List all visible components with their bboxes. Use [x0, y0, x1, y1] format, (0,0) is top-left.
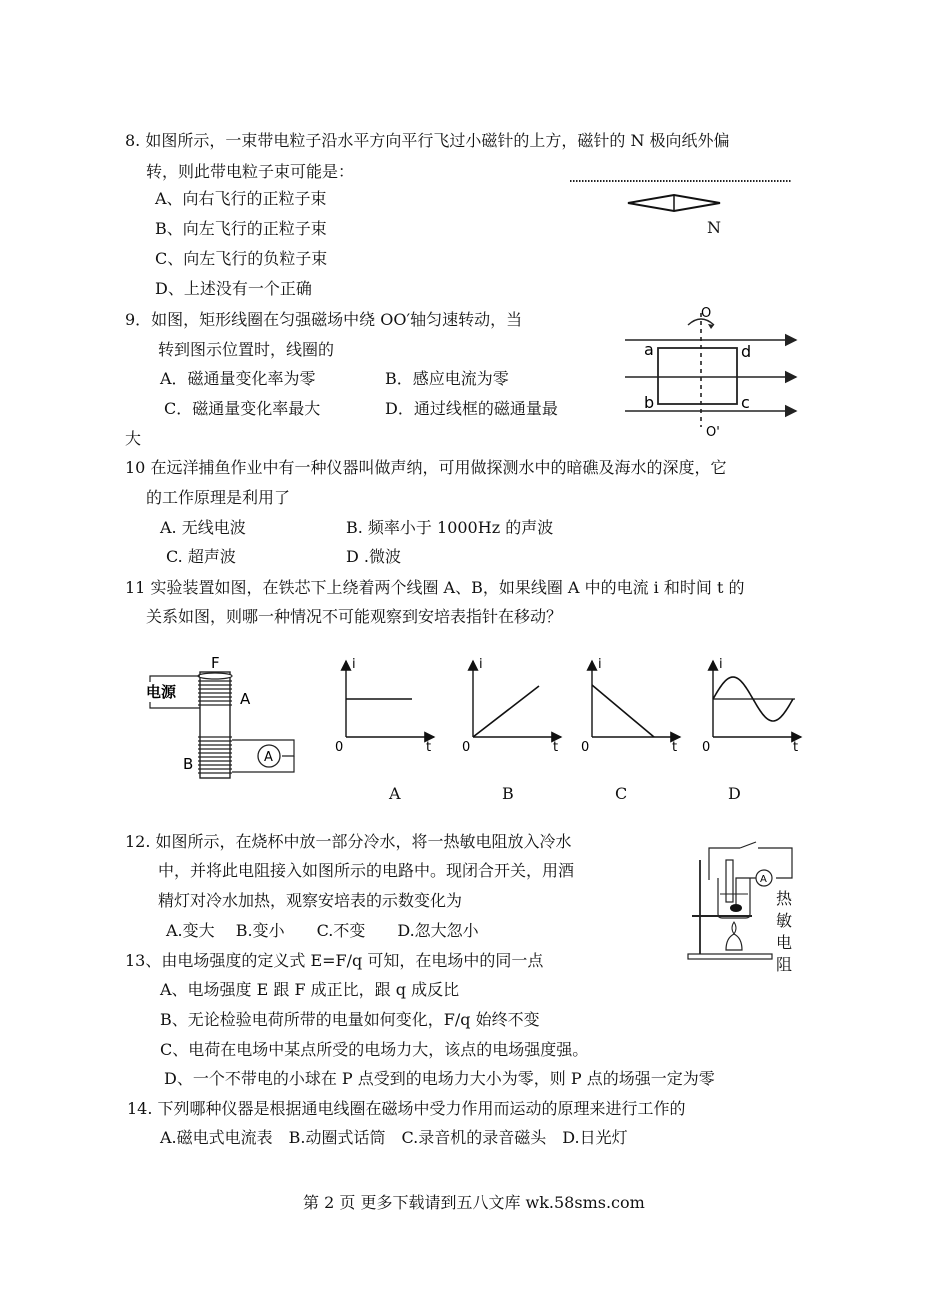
q11-label-f: F: [211, 654, 220, 672]
q11-stem-line2: 关系如图，则哪一种情况不可能观察到安培表指针在移动？: [146, 607, 563, 626]
q9-label-b: b: [644, 393, 655, 412]
q14-options: A.磁电式电流表 B.动圈式话筒 C.录音机的录音磁头 D.日光灯: [160, 1128, 628, 1147]
q13-option-d: D、一个不带电的小球在 P 点受到的电场力大小为零，则 P 点的场强一定为零: [164, 1069, 715, 1088]
q13-option-a: A、电场强度 E 跟 F 成正比，跟 q 成反比: [160, 980, 460, 999]
q10-option-d: D .微波: [346, 547, 402, 566]
q9-label-d: d: [741, 342, 752, 361]
q12-options: A.变大 B.变小 C.不变 D.忽大忽小: [166, 921, 479, 940]
q11-graph-d-x: t: [793, 740, 799, 755]
q11-graph-a: [335, 657, 434, 755]
q11-graph-b-origin: 0: [462, 740, 471, 755]
q9-coil-figure: [620, 305, 810, 440]
q12-label-4: 阻: [776, 955, 793, 974]
q9-option-d: D．通过线框的磁通量最: [385, 399, 558, 418]
q11-graph-c-x: t: [672, 740, 678, 755]
q8-compass-figure: [560, 170, 800, 250]
q11-graph-a-x: t: [426, 740, 432, 755]
q11-graph-a-y: i: [352, 657, 356, 672]
q11-graph-d-y: i: [719, 657, 723, 672]
q10-option-a: A. 无线电波: [160, 518, 246, 537]
q11-graph-b-y: i: [479, 657, 483, 672]
q11-option-c: C: [615, 784, 628, 803]
q11-label-a: A: [240, 690, 251, 708]
q11-graph-b-x: t: [553, 740, 559, 755]
q11-graph-d-origin: 0: [702, 740, 711, 755]
q11-graph-c-origin: 0: [581, 740, 590, 755]
q9-stem-line1: 9．如图，矩形线圈在匀强磁场中绕 OO′轴匀速转动，当: [125, 310, 523, 329]
q12-label-2: 敏: [776, 911, 793, 930]
q9-option-d-overflow: 大: [125, 429, 142, 448]
q9-stem-line2: 转到图示位置时，线圈的: [158, 340, 335, 359]
q11-apparatus-figure: [140, 652, 300, 782]
q11-option-d: D: [728, 784, 741, 803]
q11-graph-c-y: i: [598, 657, 602, 672]
q8-option-c: C、向左飞行的负粒子束: [155, 249, 328, 268]
q9-label-o-top: O: [701, 306, 712, 321]
q8-option-a: A、向右飞行的正粒子束: [155, 189, 327, 208]
q11-graphs: [330, 655, 820, 770]
q9-option-a: A．磁通量变化率为零: [160, 369, 316, 388]
q11-option-b: B: [502, 784, 514, 803]
q8-stem-line2: 转，则此带电粒子束可能是：: [146, 162, 355, 181]
q11-graph-b: [462, 657, 561, 755]
q12-label-3: 电: [776, 933, 793, 952]
q12-label-1: 热: [776, 889, 793, 908]
q13-stem: 13、由电场强度的定义式 E=F/q 可知，在电场中的同一点: [125, 951, 544, 970]
q8-n-pole-label: N: [707, 218, 721, 237]
q11-graph-d: [702, 657, 801, 755]
q12-stem-line2: 中，并将此电阻接入如图所示的电路中。现闭合开关，用酒: [158, 861, 575, 880]
q12-stem-line1: 12. 如图所示，在烧杯中放一部分冷水，将一热敏电阻放入冷水: [125, 832, 572, 851]
q9-option-c: C．磁通量变化率最大: [164, 399, 321, 418]
q8-option-d: D、上述没有一个正确: [155, 279, 312, 298]
q12-stem-line3: 精灯对冷水加热，观察安培表的示数变化为: [158, 891, 463, 910]
q11-label-b: B: [183, 755, 194, 773]
q11-meter-label: A: [264, 750, 273, 765]
q13-option-b: B、无论检验电荷所带的电量如何变化，F/q 始终不变: [160, 1010, 540, 1029]
q12-meter-label: A: [760, 874, 767, 885]
q8-stem-line1: 8. 如图所示，一束带电粒子沿水平方向平行飞过小磁针的上方，磁针的 N 极向纸外偏: [125, 131, 730, 150]
q9-label-c: c: [741, 393, 750, 412]
q11-graph-c: [581, 657, 680, 755]
q11-stem-line1: 11 实验装置如图，在铁芯下上绕着两个线圈 A、B，如果线圈 A 中的电流 i 和时间 t 的: [125, 578, 745, 597]
q9-label-a: a: [644, 340, 654, 359]
q13-option-c: C、电荷在电场中某点所受的电场力大，该点的电场强度强。: [160, 1040, 589, 1059]
q10-option-c: C. 超声波: [166, 547, 236, 566]
q12-circuit-figure: [682, 838, 812, 968]
q10-stem-line1: 10 在远洋捕鱼作业中有一种仪器叫做声纳，可用做探测水中的暗礁及海水的深度，它: [125, 458, 727, 477]
q11-option-a: A: [389, 784, 401, 803]
q11-label-source: 电源: [146, 683, 177, 701]
q10-option-b: B. 频率小于 1000Hz 的声波: [346, 518, 554, 537]
page-footer: 第 2 页 更多下载请到五八文库 wk.58sms.com: [303, 1193, 645, 1212]
q14-stem: 14. 下列哪种仪器是根据通电线圈在磁场中受力作用而运动的原理来进行工作的: [127, 1099, 686, 1118]
q10-stem-line2: 的工作原理是利用了: [146, 488, 291, 507]
q11-graph-a-origin: 0: [335, 740, 344, 755]
q9-label-o-bottom: O': [706, 425, 720, 440]
q9-option-b: B．感应电流为零: [385, 369, 509, 388]
q8-option-b: B、向左飞行的正粒子束: [155, 219, 327, 238]
